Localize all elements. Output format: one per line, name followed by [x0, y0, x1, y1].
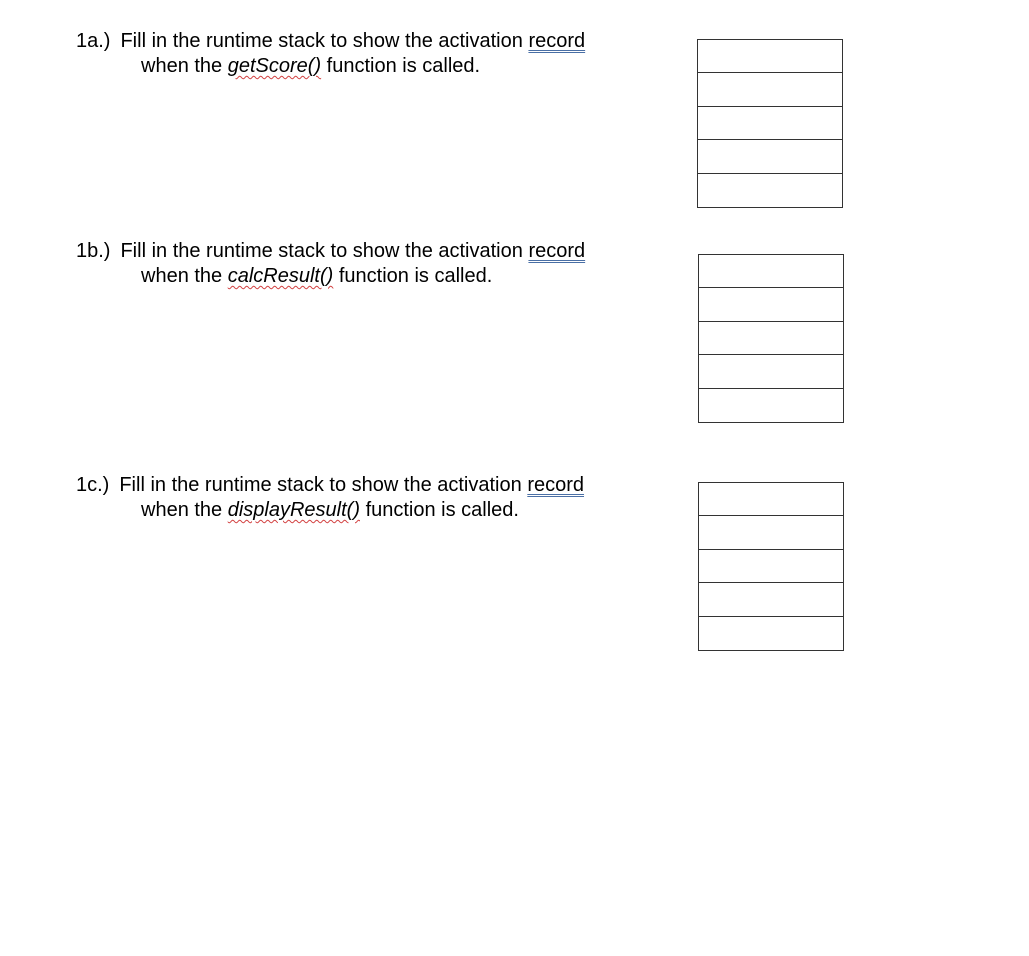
- grammar-flagged-word[interactable]: record: [528, 240, 586, 262]
- function-name[interactable]: getScore(): [227, 55, 322, 77]
- runtime-stack-1a: [697, 39, 843, 208]
- question-text-suffix: function is called.: [338, 265, 493, 287]
- function-name[interactable]: displayResult(): [227, 499, 360, 521]
- question-text-suffix: function is called.: [365, 499, 519, 521]
- question-number: 1b.): [76, 240, 111, 262]
- grammar-flagged-word[interactable]: record: [528, 30, 586, 52]
- grammar-flagged-word[interactable]: record: [527, 474, 585, 496]
- question-line-2: [76, 54, 585, 79]
- question-1c: [76, 473, 584, 523]
- function-name[interactable]: calcResult(): [227, 265, 334, 287]
- question-line-1: [76, 29, 585, 54]
- stack-slot[interactable]: [698, 174, 842, 207]
- stack-slot[interactable]: [699, 617, 843, 650]
- question-text-prefix: when the: [141, 499, 223, 521]
- question-line-2: [76, 264, 585, 289]
- stack-slot[interactable]: [699, 355, 843, 388]
- runtime-stack-1c: [698, 482, 844, 651]
- stack-slot[interactable]: [699, 483, 843, 516]
- question-1b: [76, 239, 585, 289]
- question-line-1: [76, 473, 584, 498]
- stack-slot[interactable]: [698, 40, 842, 73]
- question-line-2: [76, 498, 584, 523]
- question-number: 1a.): [76, 30, 111, 52]
- stack-slot[interactable]: [699, 322, 843, 355]
- stack-slot[interactable]: [698, 107, 842, 140]
- question-text-prefix: when the: [141, 55, 223, 77]
- stack-slot[interactable]: [698, 73, 842, 106]
- question-text: Fill in the runtime stack to show the activation: [120, 30, 523, 52]
- question-line-1: [76, 239, 585, 264]
- stack-slot[interactable]: [699, 255, 843, 288]
- stack-slot[interactable]: [699, 583, 843, 616]
- question-text-suffix: function is called.: [326, 55, 481, 77]
- stack-slot[interactable]: [699, 389, 843, 422]
- question-number: 1c.): [76, 474, 110, 496]
- question-1a: [76, 29, 585, 79]
- question-text-prefix: when the: [141, 265, 223, 287]
- stack-slot[interactable]: [698, 140, 842, 173]
- stack-slot[interactable]: [699, 288, 843, 321]
- runtime-stack-1b: [698, 254, 844, 423]
- stack-slot[interactable]: [699, 516, 843, 549]
- question-text: Fill in the runtime stack to show the activation: [120, 240, 523, 262]
- stack-slot[interactable]: [699, 550, 843, 583]
- question-text: Fill in the runtime stack to show the activation: [119, 474, 522, 496]
